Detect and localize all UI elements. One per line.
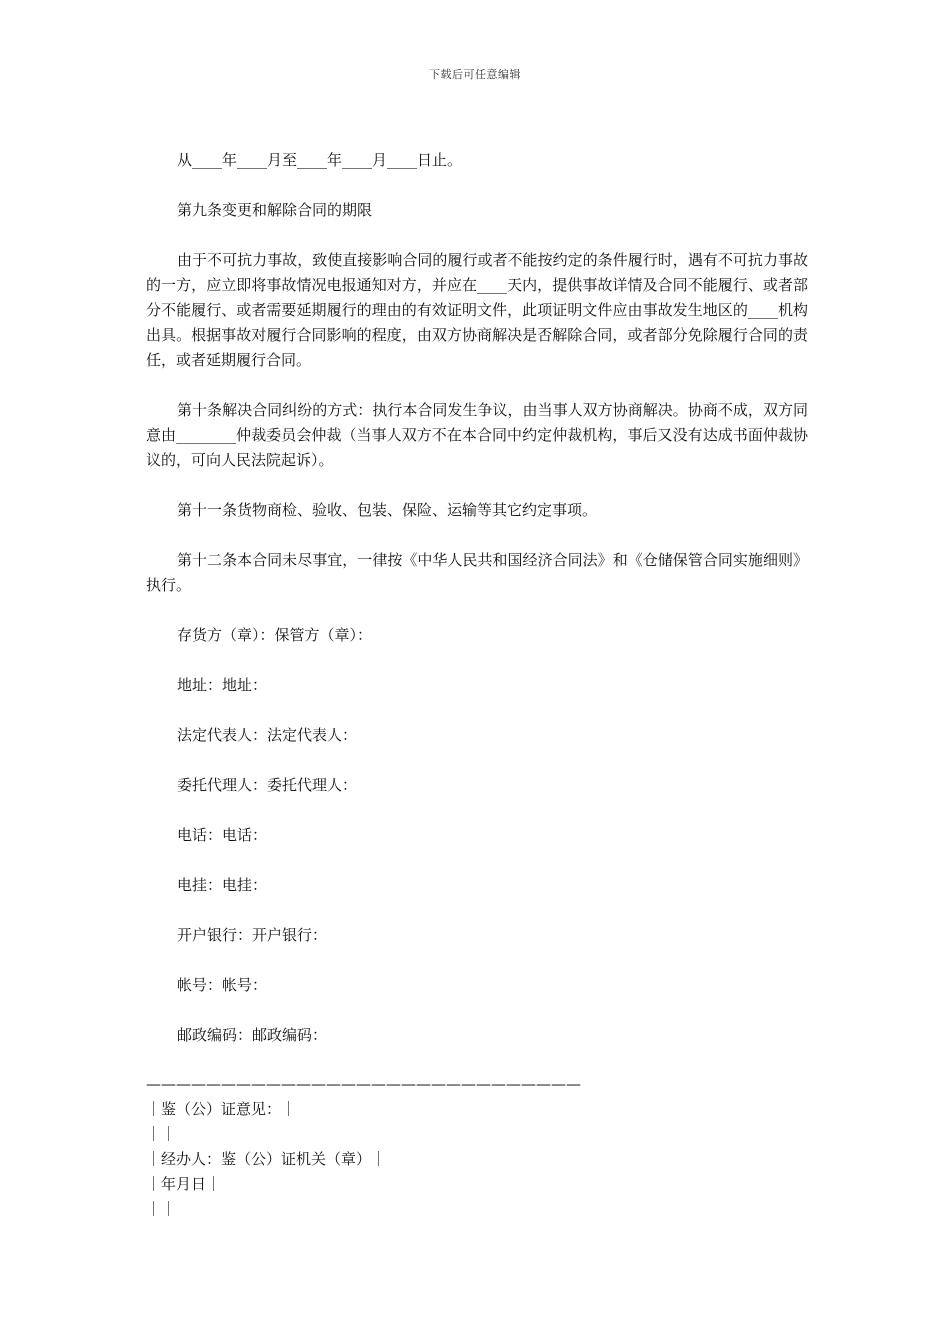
signature-line-legal-rep: 法定代表人：法定代表人： (177, 726, 358, 744)
signature-line-address: 地址：地址： (177, 676, 268, 694)
notary-blank-line-2: ｜｜ (146, 1200, 177, 1218)
signature-line-bank: 开户银行：开户银行： (177, 926, 328, 944)
signature-line-phone: 电话：电话： (177, 826, 268, 844)
article-9-body: 由于不可抗力事故，致使直接影响合同的履行或者不能按约定的条件履行时，遇有不可抗力事故的一方，应立即将事故情况电报通知对方，并应在____天内，提供事故详情及合同不能履行、或者部分不能履行、或者需要延期履行的理由的有效证明文件，此项证明文件应由事故发生地区的____机构出具。根据事故对履行合同影响的程度，由双方协商解决是否解除合同，或者部分免除履行合同的责任，或者延期履行合同。 (146, 251, 808, 369)
notary-opinion-line: ｜鉴（公）证意见：｜ (146, 1100, 297, 1118)
signature-line-account: 帐号：帐号： (177, 976, 268, 994)
article-9-title: 第九条变更和解除合同的期限 (177, 201, 373, 219)
signature-line-telegraph: 电挂：电挂： (177, 876, 268, 894)
signature-line-agent: 委托代理人：委托代理人： (177, 776, 358, 794)
notary-date-line: ｜年月日｜ (146, 1175, 222, 1193)
notary-blank-line: ｜｜ (146, 1125, 177, 1143)
article-12: 第十二条本合同未尽事宜，一律按《中华人民共和国经济合同法》和《仓储保管合同实施细则》执行。 (146, 551, 808, 594)
article-10: 第十条解决合同纠纷的方式：执行本合同发生争议，由当事人双方协商解决。协商不成，双方同意由________仲裁委员会仲裁（当事人双方不在本合同中约定仲裁机构，事后又没有达成书面仲裁协议的，可向人民法院起诉）。 (146, 401, 808, 469)
term-line: 从____年____月至____年____月____日止。 (177, 151, 463, 169)
signature-line-party: 存货方（章）：保管方（章）： (177, 626, 373, 644)
article-11: 第十一条货物商检、验收、包装、保险、运输等其它约定事项。 (177, 501, 598, 519)
notary-box (146, 1072, 808, 1222)
contract-body (146, 148, 808, 1073)
page-header-note: 下载后可任意编辑 (429, 68, 521, 81)
notary-box-top-rule: ————————————————————————————— (146, 1075, 581, 1093)
signature-line-postcode: 邮政编码：邮政编码： (177, 1026, 328, 1044)
notary-handler-line: ｜经办人：鉴（公）证机关（章）｜ (146, 1150, 387, 1168)
